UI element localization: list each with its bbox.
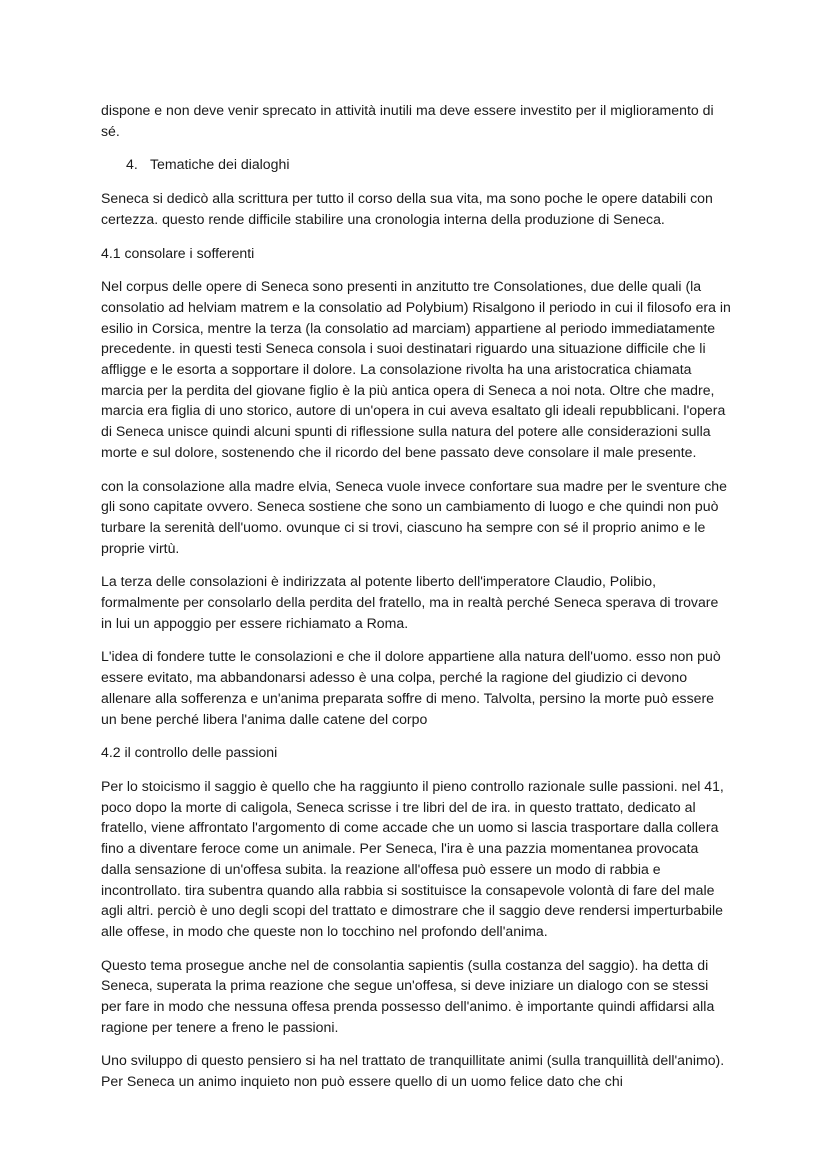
paragraph-intro-continuation: dispone e non deve venir sprecato in attività inutili ma deve essere investito per il miglioramento di sé. (101, 102, 714, 139)
paragraph-dolore: L'idea di fondere tutte le consolazioni e che il dolore appartiene alla natura dell'uomo. esso non può essere evitato, ma abbandonarsi adesso è una colpa, perché la ragione del giudizio ci devono allenare alla sofferenza e un'anima preparata soffre di meno. Talvolta, persino la morte può essere un bene perché libera l'anima dalle catene del corpo (101, 648, 721, 727)
document-page (101, 100, 731, 1105)
paragraph-madre-elvia: con la consolazione alla madre elvia, Seneca vuole invece confortare sua madre per le sventure che gli sono capitate ovvero. Seneca sostiene che sono un cambiamento di luogo e che quindi non può turbare la serenità dell'uomo. ovunque ci si trovi, ciascuno ha sempre con sé il proprio animo e le proprie virtù. (101, 477, 727, 556)
subsection-heading-4-1: 4.1 consolare i sofferenti (101, 244, 255, 261)
paragraph-chronology: Seneca si dedicò alla scrittura per tutto il corso della sua vita, ma sono poche le opere databili con certezza. questo rende difficile stabilire una cronologia interna della produzione di Seneca. (101, 190, 713, 227)
paragraph-polibio: La terza delle consolazioni è indirizzata al potente liberto dell'imperatore Claudio, Polibio, formalmente per consolarlo della perdita del fratello, ma in realtà perché Seneca sperava di trovare in lui un appoggio per essere richiamato a Roma. (101, 573, 719, 631)
paragraph-constantia: Questo tema prosegue anche nel de consolantia sapientis (sulla costanza del saggio). ha detta di Seneca, superata la prima reazione che segue un'offesa, si deve iniziare un dialogo con se stessi per fare in modo che nessuna offesa prenda possesso dell'animo. è importante quindi affidarsi alla ragione per tenere a freno le passioni. (101, 956, 715, 1035)
paragraph-de-ira: Per lo stoicismo il saggio è quello che ha raggiunto il pieno controllo razionale sulle passioni. nel 41, poco dopo la morte di caligola, Seneca scrisse i tre libri del de ira. in questo trattato, dedicato al fratello, viene affrontato l'argomento di come accade che un uomo si lascia trasportare dalla collera fino a diventare feroce come un animale. Per Seneca, l'ira è una pazzia momentanea provocata dalla sensazione di un'offesa subita. la reazione all'offesa può essere un modo di rabbia e incontrollato. tira subentra quando alla rabbia si sostituisce la consapevole volontà di fare del male agli altri. perciò è uno degli scopi del trattato e dimostrare che il saggio deve rendersi imperturbabile alle offese, in modo che queste non lo tocchino nel profondo dell'anima. (101, 777, 724, 939)
paragraph-consolationes: Nel corpus delle opere di Seneca sono presenti in anzitutto tre Consolationes, due delle quali (la consolatio ad helviam matrem e la consolatio ad Polybium) Risalgono il periodo in cui il filosofo era in esilio in Corsica, mentre la terza (la consolatio ad marciam) appartiene al periodo immediatamente precedente. in questi testi Seneca consola i suoi destinatari riguardo una situazione difficile che li affligge e le esorta a sopportare il dolore. La consolazione rivolta ha una aristocratica chiamata marcia per la perdita del giovane figlio è la più antica opera di Seneca a noi nota. Oltre che madre, marcia era figlia di uno storico, autore di un'opera in cui aveva esaltato gli ideali repubblicani. l'opera di Seneca unisce quindi alcuni spunti di riflessione sulla natura del potere alle considerazioni sulla morte e sul dolore, sostenendo che il ricordo del bene passato deve consolare il male presente. (101, 278, 731, 460)
section-heading-4 (101, 154, 731, 175)
subsection-heading-4-2: 4.2 il controllo delle passioni (101, 744, 278, 761)
section-number: 4. (126, 156, 138, 173)
section-title: Tematiche dei dialoghi (150, 156, 290, 173)
paragraph-tranquillitate: Uno sviluppo di questo pensiero si ha nel trattato de tranquillitate animi (sulla tranquillità dell'animo). Per Seneca un animo inquieto non può essere quello di un uomo felice dato che chi (101, 1052, 725, 1090)
